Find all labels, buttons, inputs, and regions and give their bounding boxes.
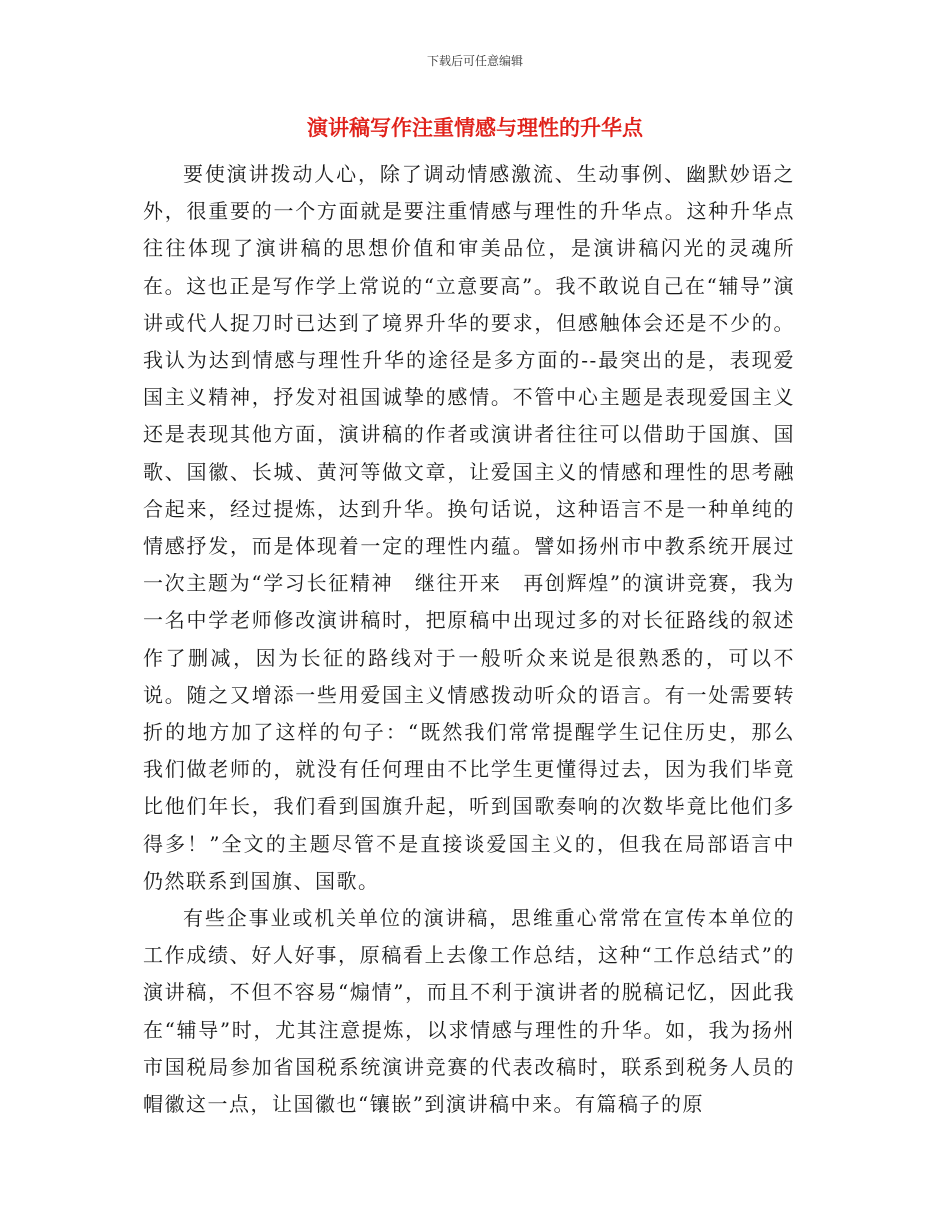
paragraph-1: 要使演讲拨动人心，除了调动情感激流、生动事例、幽默妙语之外，很重要的一个方面就是要注重情感与理性的升华点。这种升华点往往体现了演讲稿的思想价值和审美品位，是演讲稿闪光的灵魂所在。这也正是写作学上常说的“立意要高”。我不敢说自己在“辅导”演讲或代人捉刀时已达到了境界升华的要求，但感触体会还是不少的。我认为达到情感与理性升华的途径是多方面的--最突出的是，表现爱国主义精神，抒发对祖国诚挚的感情。不管中心主题是表现爱国主义还是表现其他方面，演讲稿的作者或演讲者往往可以借助于国旗、国歌、国徽、长城、黄河等做文章，让爱国主义的情感和理性的思考融合起来，经过提炼，达到升华。换句话说，这种语言不是一种单纯的情感抒发，而是体现着一定的理性内蕴。譬如扬州市中教系统开展过一次主题为“学习长征精神 继往开来 再创辉煌”的演讲竞赛，我为一名中学老师修改演讲稿时，把原稿中出现过多的对长征路线的叙述作了删减，因为长征的路线对于一般听众来说是很熟悉的，可以不说。随之又增添一些用爱国主义情感拨动听众的语言。有一处需要转折的地方加了这样的句子：“既然我们常常提醒学生记住历史，那么我们做老师的，就没有任何理由不比学生更懂得过去，因为我们毕竟比他们年长，我们看到国旗升起，听到国歌奏响的次数毕竟比他们多得多！”全文的主题尽管不是直接谈爱国主义的，但我在局部语言中仍然联系到国旗、国歌。 [143, 162, 795, 893]
page-header-note: 下载后可任意编辑 [426, 54, 523, 68]
document-body [143, 156, 795, 1123]
document-title: 演讲稿写作注重情感与理性的升华点 [307, 116, 643, 140]
paragraph-2: 有些企事业或机关单位的演讲稿，思维重心常常在宣传本单位的工作成绩、好人好事，原稿看上去像工作总结，这种“工作总结式”的演讲稿，不但不容易“煽情”，而且不利于演讲者的脱稿记忆，因此我在“辅导”时，尤其注意提炼，以求情感与理性的升华。如，我为扬州市国税局参加省国税系统演讲竞赛的代表改稿时，联系到税务人员的帽徽这一点，让国徽也“镶嵌”到演讲稿中来。有篇稿子的原 [143, 906, 795, 1117]
